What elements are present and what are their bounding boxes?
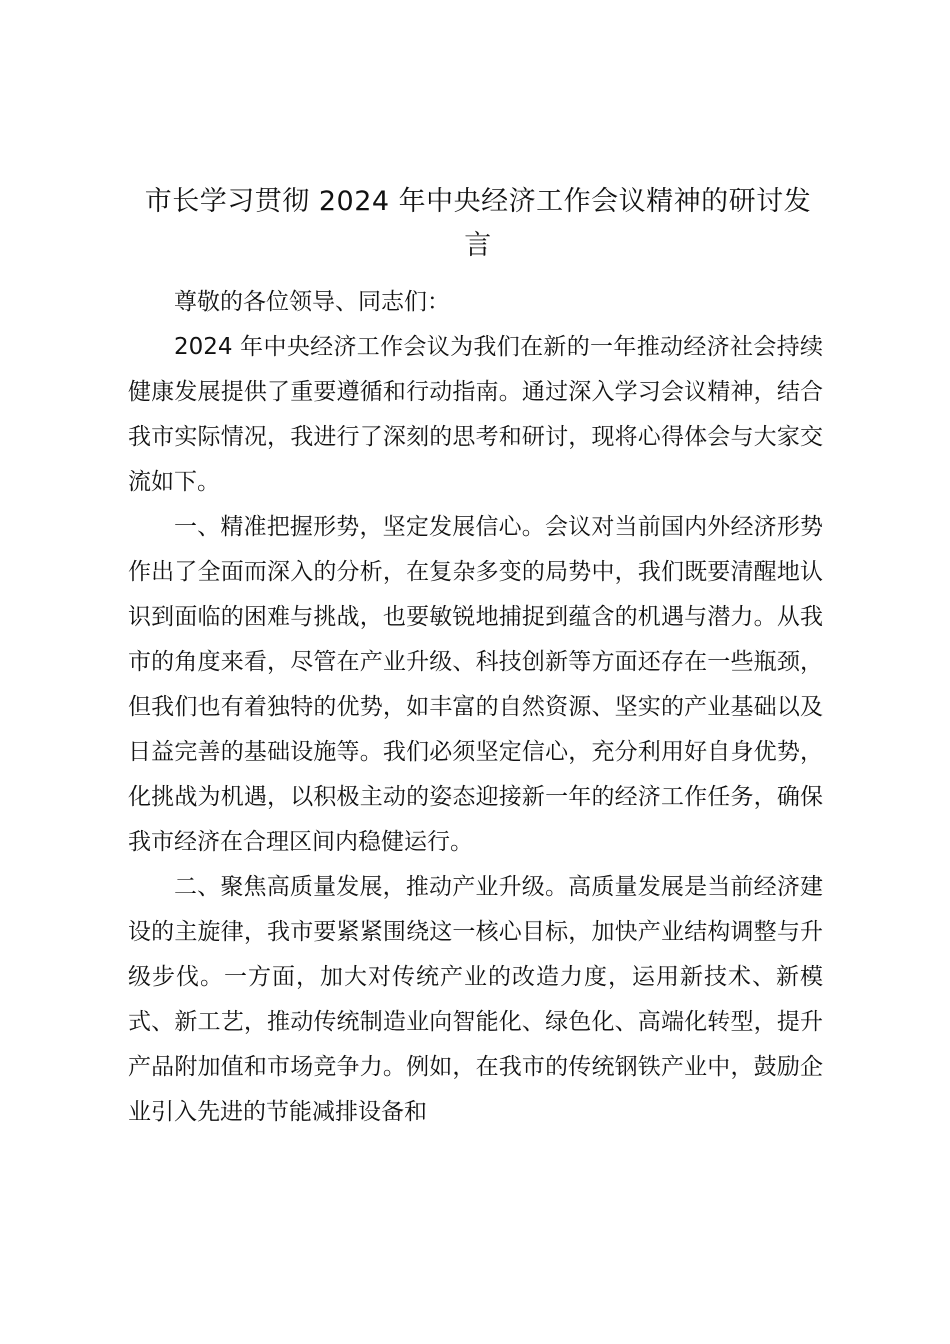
title-line-2: 言: [464, 230, 492, 261]
document-body: [128, 280, 823, 1135]
salutation: 尊敬的各位领导、同志们：: [174, 289, 450, 315]
paragraph-section-2: 二、聚焦高质量发展，推动产业升级。高质量发展是当前经济建设的主旋律，我市要紧紧围绕这一核心目标，加快产业结构调整与升级步伐。一方面，加大对传统产业的改造力度，运用新技术、新模式、新工艺，推动传统制造业向智能化、绿色化、高端化转型，提升产品附加值和市场竞争力。例如，在我市的传统钢铁产业中，鼓励企业引入先进的节能减排设备和: [128, 874, 823, 1125]
document-title: [128, 180, 828, 268]
title-line-1: 市长学习贯彻 2024 年中央经济工作会议精神的研讨发: [144, 186, 812, 217]
paragraph-section-1: 一、精准把握形势，坚定发展信心。会议对当前国内外经济形势作出了全面而深入的分析，在复杂多变的局势中，我们既要清醒地认识到面临的困难与挑战，也要敏锐地捕捉到蕴含的机遇与潜力。从我市的角度来看，尽管在产业升级、科技创新等方面还存在一些瓶颈，但我们也有着独特的优势，如丰富的自然资源、坚实的产业基础以及日益完善的基础设施等。我们必须坚定信心，充分利用好自身优势，化挑战为机遇，以积极主动的姿态迎接新一年的经济工作任务，确保我市经济在合理区间内稳健运行。: [128, 514, 823, 855]
paragraph-intro: 2024 年中央经济工作会议为我们在新的一年推动经济社会持续健康发展提供了重要遵循和行动指南。通过深入学习会议精神，结合我市实际情况，我进行了深刻的思考和研讨，现将心得体会与大家交流如下。: [128, 334, 823, 495]
